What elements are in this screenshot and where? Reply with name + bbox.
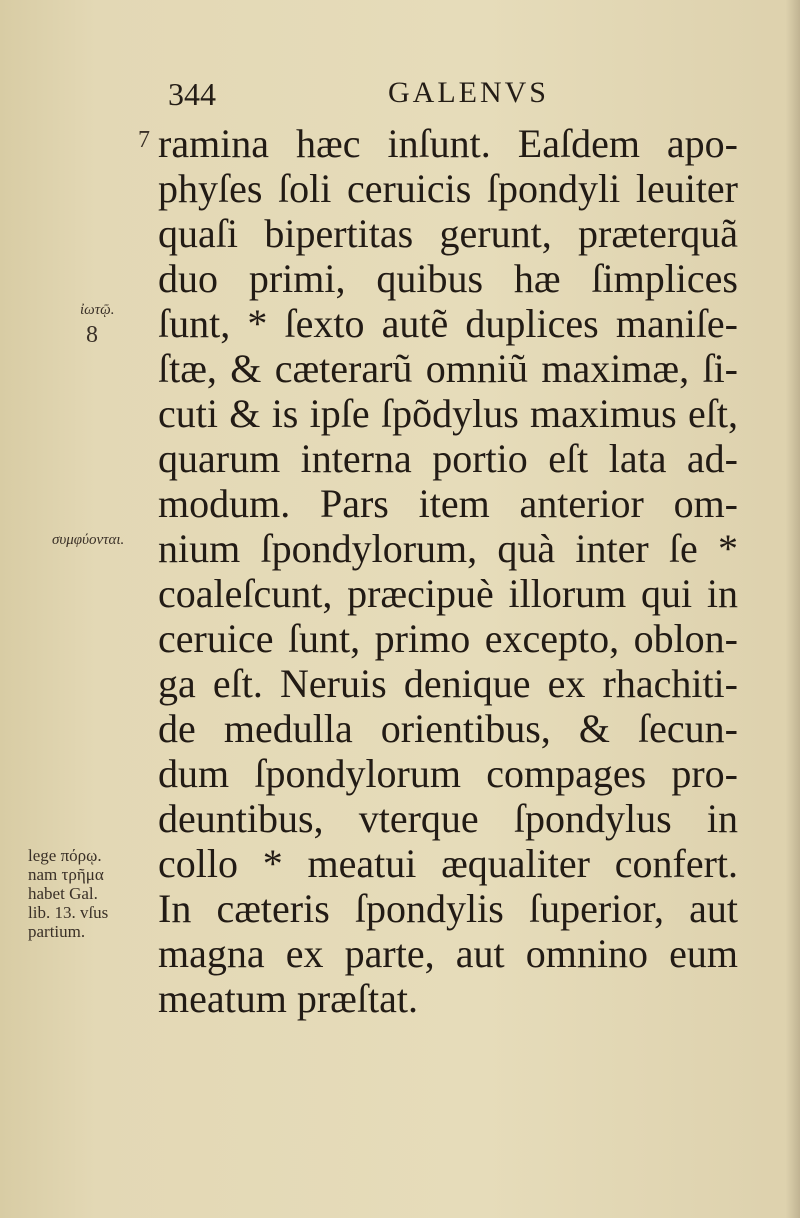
margin-line-ref: 7: [138, 127, 150, 153]
text-line: magna ex parte, aut omnino eum: [158, 931, 738, 976]
text-line: collo * meatui æqualiter confert.: [158, 841, 738, 886]
margin-gloss-line: habet Gal.: [28, 884, 98, 903]
margin-gloss-line: partium.: [28, 922, 86, 941]
text-line: ſunt, * ſexto autẽ duplices maniſe-: [158, 301, 738, 346]
text-line: ga eſt. Neruis denique ex rhachiti-: [158, 661, 738, 706]
text-line: In cæteris ſpondylis ſuperior, aut: [158, 886, 738, 931]
text-line: deuntibus, vterque ſpondylus in: [158, 796, 738, 841]
text-line: quarum interna portio eſt lata ad-: [158, 436, 738, 481]
margin-greek-note: συμφύονται.: [52, 532, 125, 548]
text-line: cuti & is ipſe ſpõdylus maximus eſt,: [158, 391, 738, 436]
running-head: GALENVS: [388, 76, 549, 109]
margin-gloss: [28, 846, 108, 941]
text-line: ſtæ, & cæterarũ omniũ maximæ, ſi-: [158, 346, 738, 391]
text-line: ceruice ſunt, primo excepto, oblon-: [158, 616, 738, 661]
text-line: ramina hæc inſunt. Eaſdem apo-: [158, 121, 738, 166]
text-line: coaleſcunt, præcipuè illorum qui in: [158, 571, 738, 616]
margin-gloss-line: lege πόρῳ.: [28, 846, 102, 865]
text-line: de medulla orientibus, & ſecun-: [158, 706, 738, 751]
text-line: phyſes ſoli ceruicis ſpondyli leuiter: [158, 166, 738, 211]
text-line: quaſi bipertitas gerunt, præterquã: [158, 211, 738, 256]
text-line: duo primi, quibus hæ ſimplices: [158, 256, 738, 301]
page-edge-shadow: [786, 0, 800, 1218]
text-line: meatum præſtat.: [158, 976, 418, 1021]
text-line: modum. Pars item anterior om-: [158, 481, 738, 526]
text-line: dum ſpondylorum compages pro-: [158, 751, 738, 796]
margin-line-ref: 8: [86, 322, 98, 348]
body-text: [158, 121, 738, 1021]
margin-gloss-line: lib. 13. vſus: [28, 903, 109, 922]
margin-greek-note: ἰωτῷ.: [80, 302, 115, 318]
margin-gloss-line: nam τρῆμα: [28, 865, 104, 884]
page-header: [168, 70, 588, 114]
page-number: 344: [168, 76, 216, 112]
text-line: nium ſpondylorum, quà inter ſe *: [158, 526, 738, 571]
